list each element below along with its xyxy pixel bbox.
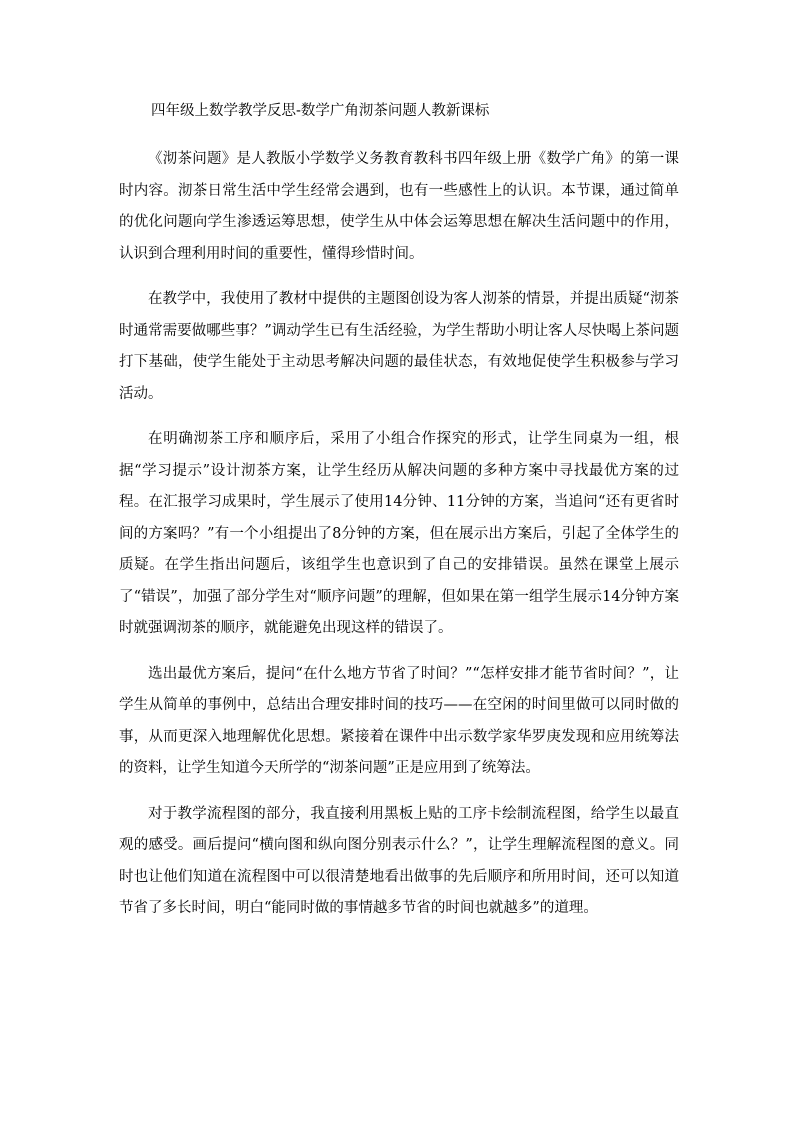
document-page xyxy=(119,94,679,925)
paragraph-teaching-scene: 在教学中，我使用了教材中提供的主题图创设为客人沏茶的情景，并提出质疑“沏茶时通常需要做哪些事？”调动学生已有生活经验，为学生帮助小明让客人尽快喝上茶问题打下基础，使学生能处于主动思考解决问题的最佳状态，有效地促使学生积极参与学习活动。 xyxy=(119,291,679,402)
paragraph-intro: 《沏茶问题》是人教版小学数学义务教育教科书四年级上册《数学广角》的第一课时内容。沏茶日常生活中学生经常会遇到，也有一些感性上的认识。本节课，通过简单的优化问题向学生渗透运筹思想，使学生从中体会运筹思想在解决生活问题中的作用，认识到合理利用时间的重要性，懂得珍惜时间。 xyxy=(119,151,679,262)
paragraph-optimal-plan: 选出最优方案后，提问“在什么地方节省了时间？”“怎样安排才能节省时间？”，让学生从简单的事例中，总结出合理安排时间的技巧——在空闲的时间里做可以同时做的事，从而更深入地理解优化思想。紧接着在课件中出示数学家华罗庚发现和应用统筹法的资料，让学生知道今天所学的“沏茶问题”正是应用到了统筹法。 xyxy=(119,665,679,776)
paragraph-flowchart: 对于教学流程图的部分，我直接利用黑板上贴的工序卡绘制流程图，给学生以最直观的感受。画后提问“横向图和纵向图分别表示什么？”，让学生理解流程图的意义。同时也让他们知道在流程图中可以很清楚地看出做事的先后顺序和所用时间，还可以知道节省了多长时间，明白“能同时做的事情越多节省的时间也就越多”的道理。 xyxy=(119,805,679,916)
document-title: 四年级上数学教学反思-数学广角沏茶问题人教新课标 xyxy=(151,103,490,119)
paragraph-group-exploration: 在明确沏茶工序和顺序后，采用了小组合作探究的形式，让学生同桌为一组，根据“学习提示”设计沏茶方案，让学生经历从解决问题的多种方案中寻找最优方案的过程。在汇报学习成果时，学生展示了使用14分钟、11分钟的方案，当追问“还有更省时间的方案吗？”有一个小组提出了8分钟的方案，但在展示出方案后，引起了全体学生的质疑。在学生指出问题后，该组学生也意识到了自己的安排错误。虽然在课堂上展示了“错误”，加强了部分学生对“顺序问题”的理解，但如果在第一组学生展示14分钟方案时就强调沏茶的顺序，就能避免出现这样的错误了。 xyxy=(119,431,679,636)
